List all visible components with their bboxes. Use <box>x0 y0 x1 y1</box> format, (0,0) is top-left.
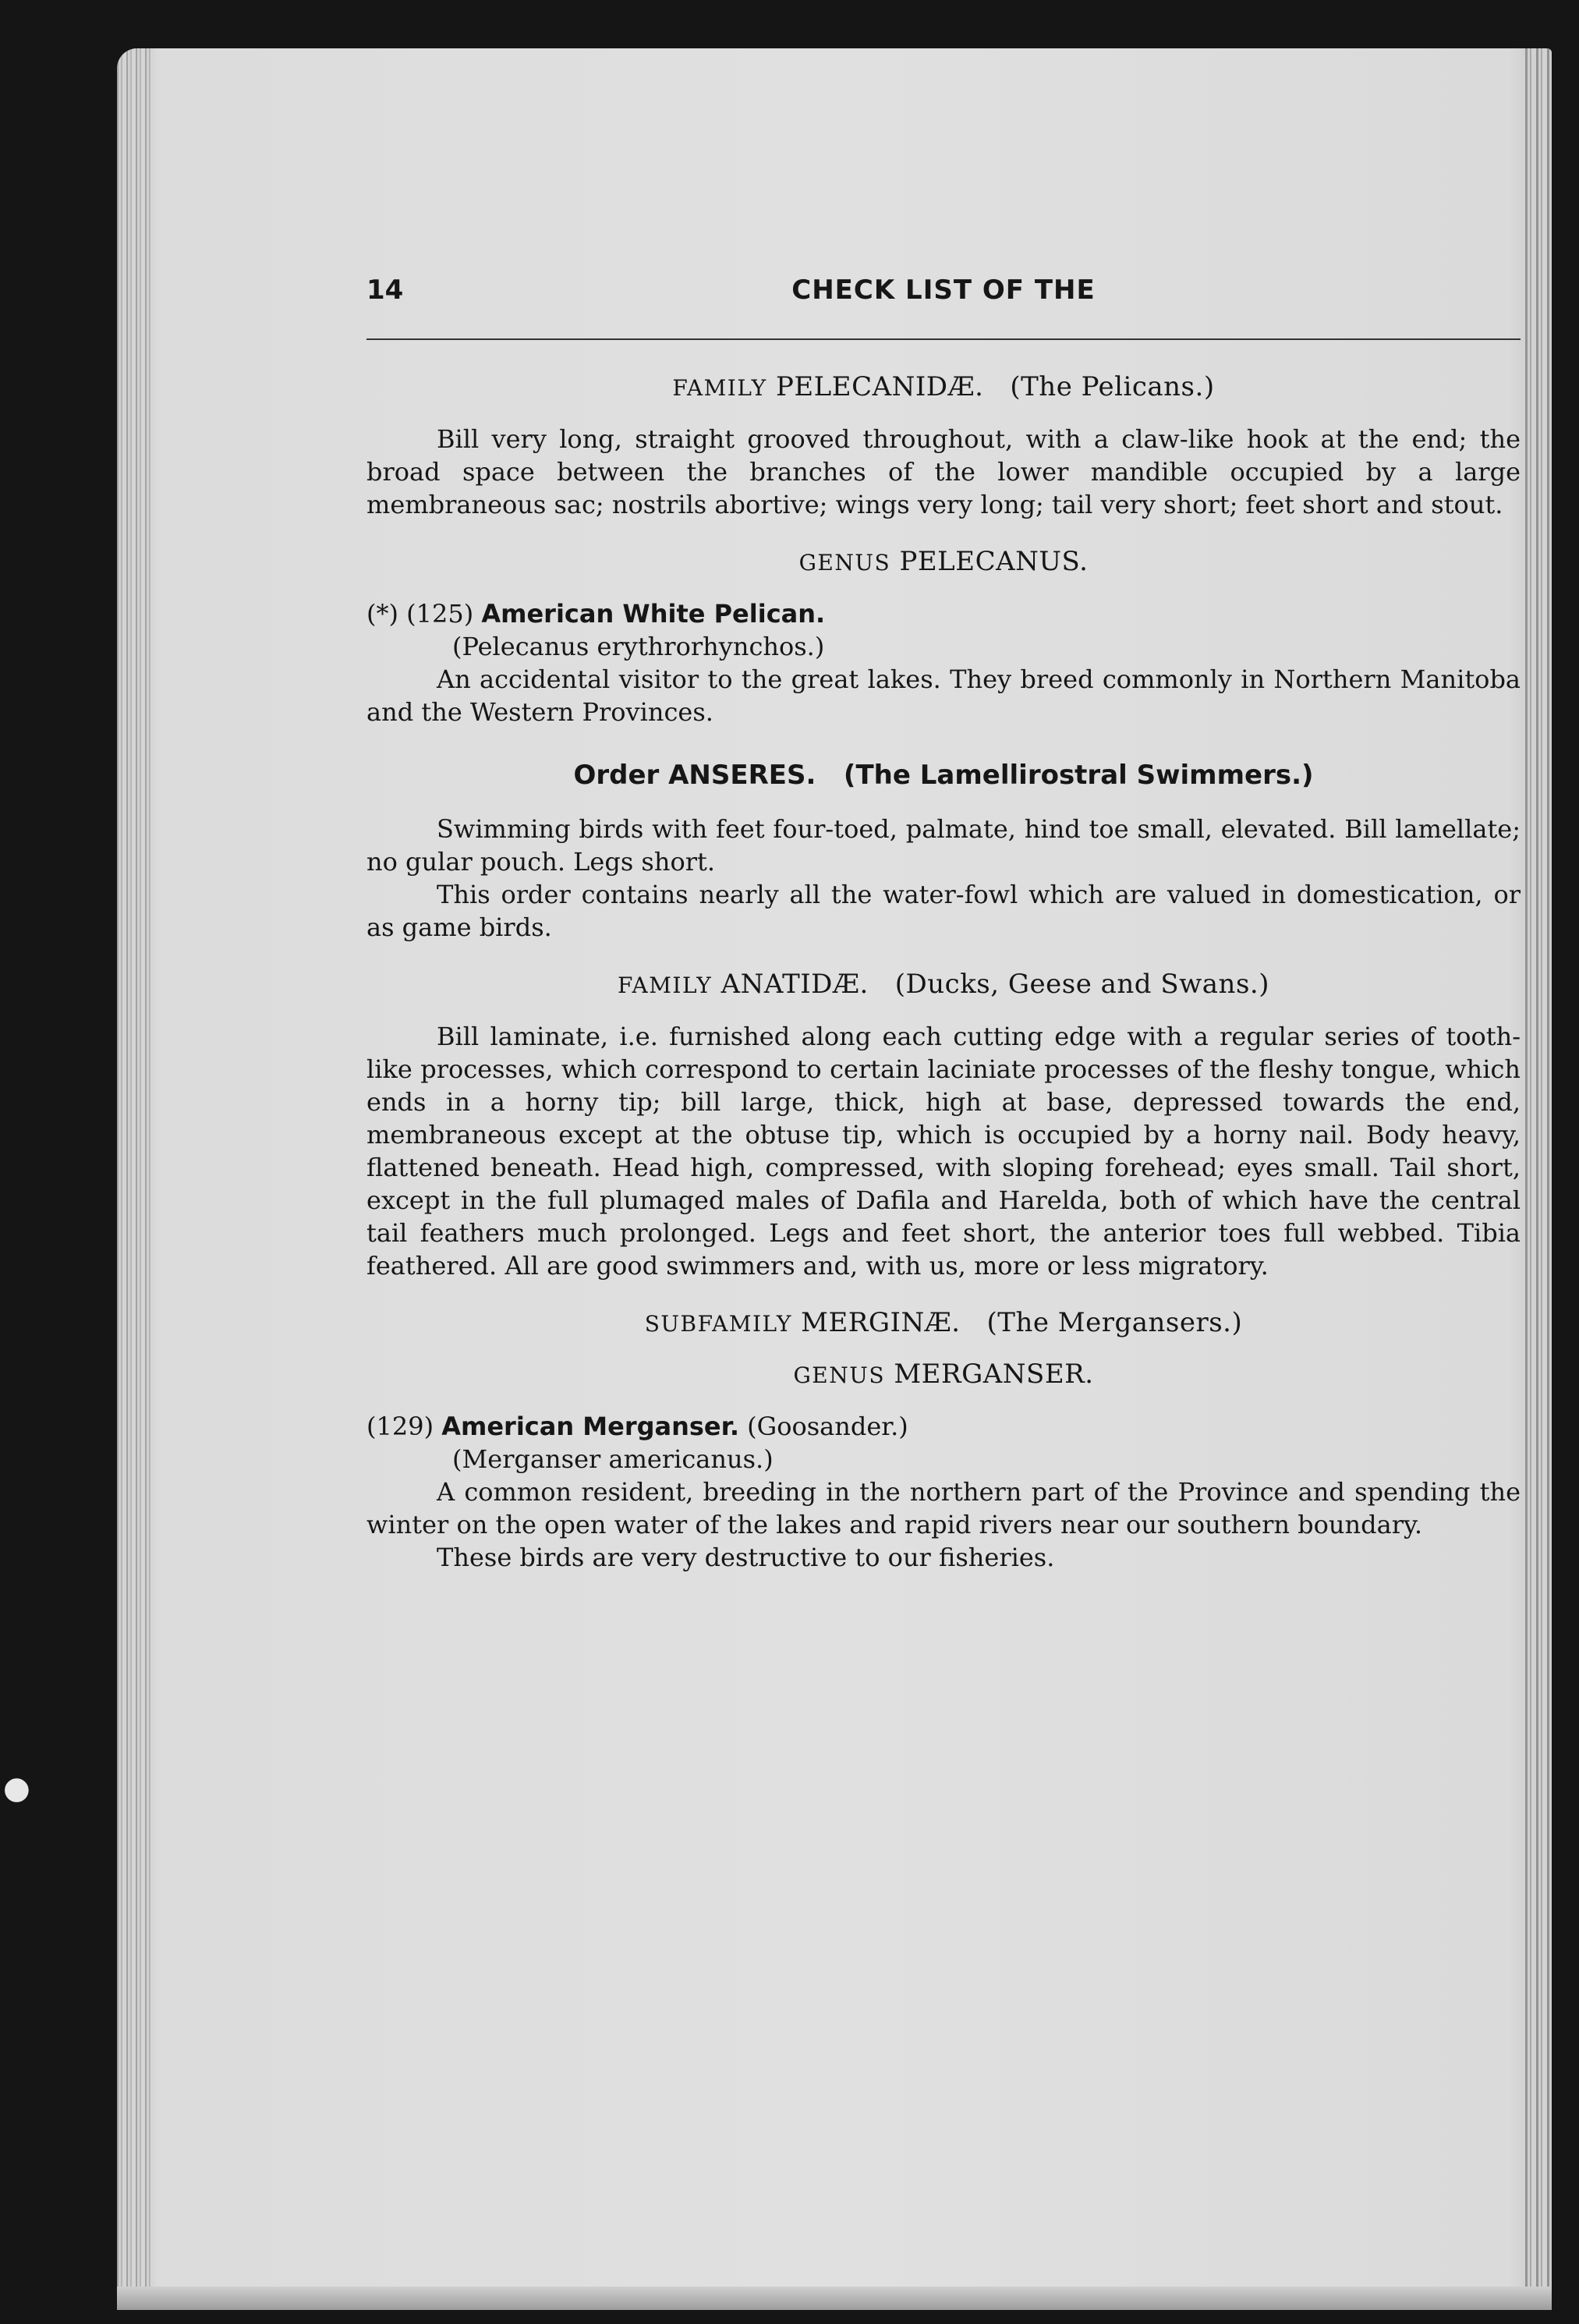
family-anatidae-heading <box>366 969 1521 1000</box>
common-name: (The Lamellirostral Swimmers.) <box>843 760 1314 791</box>
subfamily-merginae-heading <box>366 1307 1521 1338</box>
order-label: Order ANSERES. <box>573 760 816 791</box>
page-gutter-left <box>117 48 154 2310</box>
scientific-name: (Pelecanus erythrorhynchos.) <box>452 632 825 661</box>
scan-speck: ● <box>3 1770 30 1806</box>
page-header <box>366 275 1521 321</box>
species-number: (*) (125) <box>366 599 474 629</box>
species-note: An accidental visitor to the great lakes. They breed commonly in Northern Manitoba and the Western Provinces. <box>366 664 1521 727</box>
alternate-name: (Goosander.) <box>747 1412 908 1441</box>
taxon-name: PELECANUS. <box>899 546 1089 577</box>
species-note: A common resident, breeding in the northern part of the Province and spending the winter on the open water of the lakes and rapid rivers near our southern boundary. <box>366 1477 1521 1539</box>
species-title <box>366 1410 1521 1443</box>
family-pelecanidae-heading <box>366 371 1521 402</box>
genus-pelecanus-heading <box>366 546 1521 577</box>
page-number: 14 <box>366 275 404 306</box>
rank-label: FAMILY <box>618 972 713 998</box>
page-content <box>366 275 1521 1597</box>
page-edge-bottom <box>117 2287 1552 2310</box>
species-name: American Merganser. <box>441 1412 739 1441</box>
book-page <box>117 48 1552 2310</box>
rank-label: GENUS <box>798 550 891 576</box>
common-name: (The Pelicans.) <box>1010 371 1215 402</box>
species-entry-125 <box>366 597 1521 728</box>
taxon-name: MERGINÆ. <box>801 1307 961 1338</box>
page-edge-right <box>1525 48 1552 2310</box>
species-number: (129) <box>366 1412 434 1441</box>
running-title: CHECK LIST OF THE <box>791 275 1096 306</box>
taxon-name: ANATIDÆ. <box>720 969 869 1000</box>
family-pelecanidae-description: Bill very long, straight grooved throughout, with a claw-like hook at the end; the broad space between the branches of the lower mandible occupied by a large membraneous sac; nostrils abortive; wings very long; tail very short; feet short and stout. <box>366 424 1521 519</box>
header-rule <box>366 338 1521 340</box>
common-name: (Ducks, Geese and Swans.) <box>894 969 1269 1000</box>
common-name: (The Mergansers.) <box>986 1307 1243 1338</box>
order-description-continued: This order contains nearly all the water-fowl which are valued in domestication, or as game birds. <box>366 880 1521 942</box>
scientific-name: (Merganser americanus.) <box>452 1444 774 1474</box>
species-title <box>366 597 1521 630</box>
species-note-continued: These birds are very destructive to our fisheries. <box>437 1543 1055 1572</box>
order-anseres-heading <box>366 760 1521 791</box>
order-description: Swimming birds with feet four-toed, palmate, hind toe small, elevated. Bill lamellate; no gular pouch. Legs short. <box>366 814 1521 877</box>
species-entry-129 <box>366 1410 1521 1574</box>
genus-merganser-heading <box>366 1359 1521 1390</box>
species-name: American White Pelican. <box>481 599 826 629</box>
rank-label: SUBFAMILY <box>644 1311 792 1337</box>
family-anatidae-description: Bill laminate, i.e. furnished along each cutting edge with a regular series of tooth-like processes, which correspond to certain laciniate processes of the fleshy tongue, which ends in a horny tip; bill large, thick, high at base, depressed towards the end, membraneous except at the obtuse tip, which is occupied by a horny nail. Body heavy, flattened beneath. Head high, compressed, with sloping forehead; eyes small. Tail short, except in the full plumaged males of Dafila and Harelda, both of which have the central tail feathers much prolonged. Legs and feet short, the anterior toes full webbed. Tibia feathered. All are good swimmers and, with us, more or less migratory. <box>366 1022 1521 1281</box>
taxon-name: PELECANIDÆ. <box>775 371 984 402</box>
taxon-name: MERGANSER. <box>894 1359 1094 1390</box>
rank-label: FAMILY <box>672 375 767 401</box>
rank-label: GENUS <box>793 1362 886 1388</box>
